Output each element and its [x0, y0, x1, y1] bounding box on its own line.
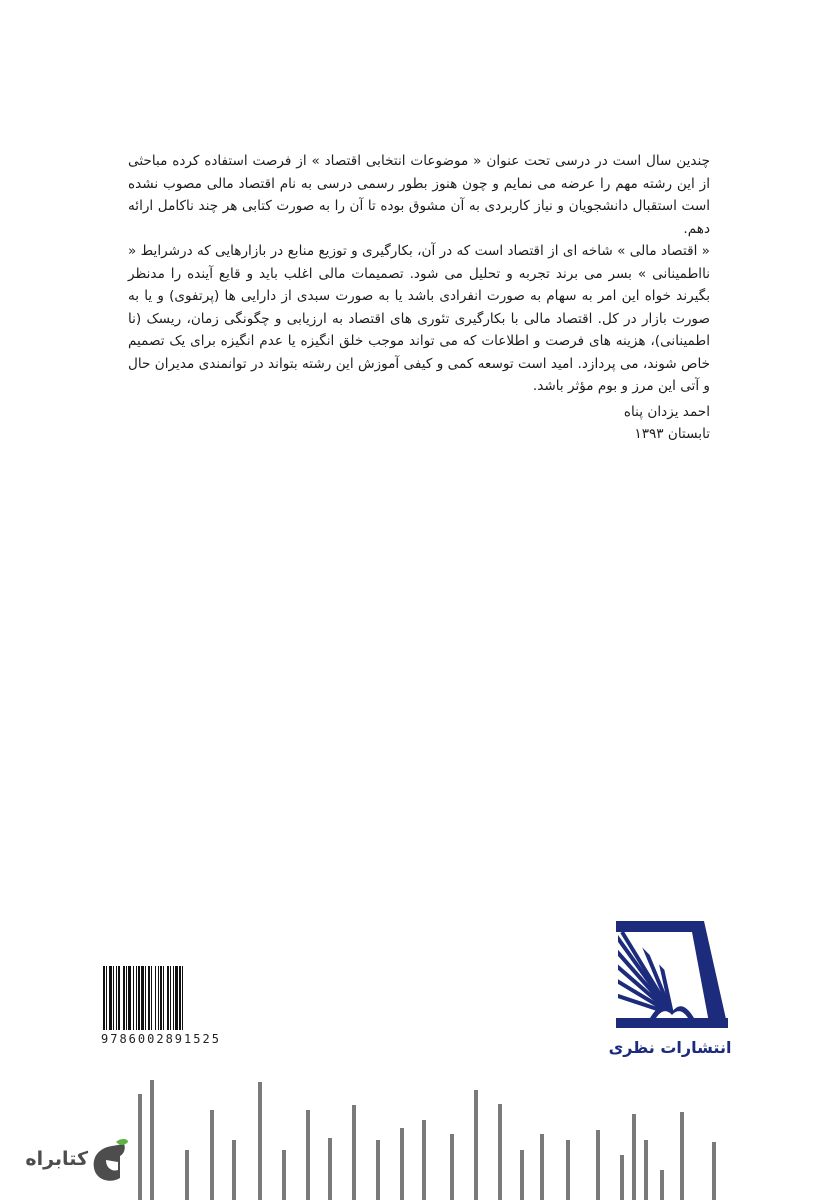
decorative-bar	[210, 1110, 214, 1200]
decorative-bar	[474, 1090, 478, 1200]
decorative-vertical-bars	[120, 1055, 720, 1200]
barcode-stripe	[151, 966, 152, 1030]
barcode-stripe	[182, 966, 183, 1030]
watermark-text: کتابراه	[25, 1148, 88, 1170]
decorative-bar	[328, 1138, 332, 1200]
decorative-bar	[644, 1140, 648, 1200]
decorative-bar	[520, 1150, 524, 1200]
barcode-stripe	[141, 966, 144, 1030]
decorative-bar	[596, 1130, 600, 1200]
decorative-bar	[376, 1140, 380, 1200]
barcode-stripe	[128, 966, 131, 1030]
barcode-stripe	[158, 966, 159, 1030]
decorative-bar	[258, 1082, 262, 1200]
barcode-stripe	[163, 966, 164, 1030]
decorative-bar	[566, 1140, 570, 1200]
barcode-stripe	[160, 966, 162, 1030]
decorative-bar	[352, 1105, 356, 1200]
barcode-stripe	[116, 966, 117, 1030]
blurb-paragraph-1: چندین سال است در درسی تحت عنوان « موضوعات انتخابی اقتصاد » از فرصت استفاده کرده مباحثی از این رشته مهم را عرضه می نمایم و چون هنوز بطور رسمی درسی به نام اقتصاد مالی مصوب نشده است استقبال دانشجویان و نیاز کاربردی به آن مشوق بوده تا آن را به صورت کتابی هر چند ناکامل ارائه دهم.	[128, 153, 710, 237]
decorative-bar	[232, 1140, 236, 1200]
decorative-bar	[680, 1112, 684, 1200]
barcode-stripe	[138, 966, 140, 1030]
barcode-stripe	[175, 966, 178, 1030]
decorative-bar	[282, 1150, 286, 1200]
decorative-bar	[498, 1104, 502, 1200]
back-cover-blurb	[128, 150, 710, 398]
decorative-bar	[138, 1094, 142, 1200]
decorative-bar	[450, 1134, 454, 1200]
barcode-stripe	[103, 966, 105, 1030]
barcode-stripe	[145, 966, 146, 1030]
barcode-stripe	[155, 966, 156, 1030]
signature-date: تابستان ۱۳۹۳	[634, 426, 710, 442]
barcode-stripe	[170, 966, 171, 1030]
barcode-stripe	[118, 966, 120, 1030]
barcode-stripe	[126, 966, 127, 1030]
decorative-bar	[620, 1155, 624, 1200]
decorative-bar	[422, 1120, 426, 1200]
barcode-stripe	[133, 966, 134, 1030]
barcode-stripe	[179, 966, 181, 1030]
isbn-digits: 9786002891525	[101, 1032, 221, 1046]
author-signature	[440, 401, 710, 445]
publisher-logo-icon	[612, 918, 730, 1036]
barcode-stripe	[173, 966, 174, 1030]
isbn-barcode	[103, 966, 249, 1030]
author-name: احمد یزدان پناه	[623, 404, 710, 420]
barcode-stripe	[148, 966, 150, 1030]
decorative-bar	[150, 1080, 154, 1200]
decorative-bar	[632, 1114, 636, 1200]
barcode-stripe	[106, 966, 107, 1030]
barcode-stripe	[167, 966, 169, 1030]
decorative-bar	[185, 1150, 189, 1200]
barcode-stripe	[109, 966, 112, 1030]
decorative-bar	[306, 1110, 310, 1200]
decorative-bar	[400, 1128, 404, 1200]
barcode-stripe	[113, 966, 114, 1030]
blurb-paragraph-2: « اقتصاد مالی » شاخه ای از اقتصاد است که در آن، بکارگیری و توزیع منابع در بازارهایی که درشرایط « نااطمینانی » بسر می برند تجربه و تحلیل می شود. تصمیمات مالی اغلب باید و قایع آینده را مدنظر بگیرند خواه این امر به سهام به صورت انفرادی باشد یا به صورت سبدی از دارایی ها (پرتفوی) و یا به صورت بازار در کل. اقتصاد مالی با بکارگیری تئوری های اقتصاد به ارزیابی و چگونگی زمان، ریسک (نا اطمینانی)، هزینه های فرصت و اطلاعات که می تواند موجب خلق انگیزه یا عدم انگیزه برای یک تصمیم خاص شوند، می پردازد. امید است توسعه کمی و کیفی آموزش این رشته بتواند در توانمندی مدیران حال و آتی این مرز و بوم مؤثر باشد.	[128, 243, 710, 394]
publisher-name: انتشارات نظری	[608, 1038, 732, 1057]
decorative-bar	[712, 1142, 716, 1200]
barcode-stripe	[123, 966, 125, 1030]
decorative-bar	[540, 1134, 544, 1200]
decorative-bar	[660, 1170, 664, 1200]
barcode-stripe	[136, 966, 137, 1030]
